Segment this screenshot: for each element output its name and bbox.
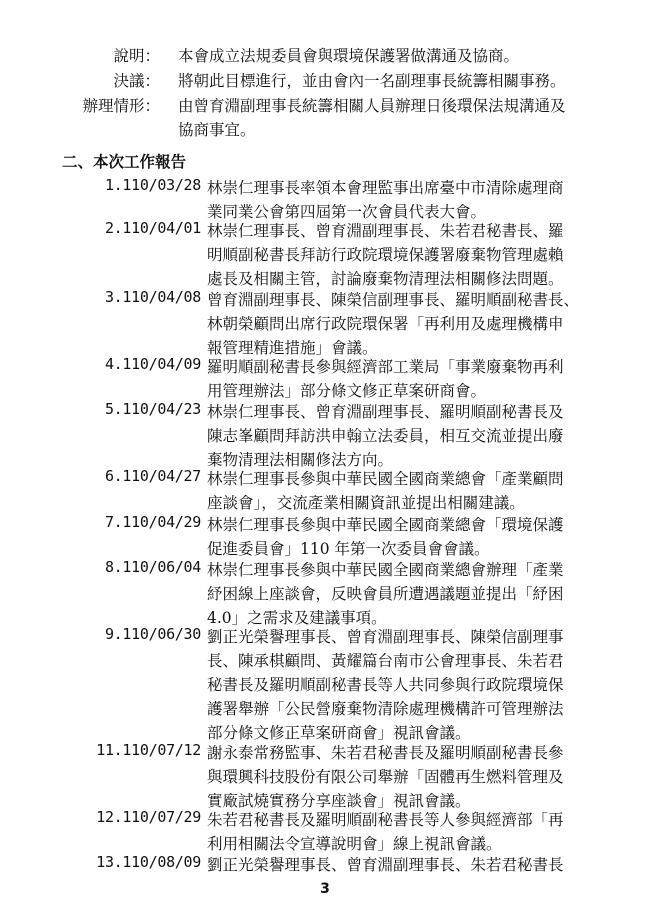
item-text-line: 謝永泰常務監事、朱若君秘書長及羅明順副秘書長參 [207, 744, 564, 762]
item-text-line: 林崇仁理事長參與中華民國全國商業總會「環境保護 [207, 516, 564, 534]
item-text-line: 劉正光榮譽理事長、曾育淵副理事長、陳榮信副理事 [207, 628, 564, 646]
item-date: 8.110/06/04 [104, 558, 201, 576]
minutes-label: 辦理情形： [82, 97, 160, 115]
item-date: 9.110/06/30 [104, 625, 201, 643]
item-text-line: 實廠試燒實務分享座談會」視訊會議。 [207, 792, 471, 810]
minutes-label: 說明： [113, 47, 160, 65]
item-text-line: 林崇仁理事長參與中華民國全國商業總會辦理「產業 [207, 561, 564, 579]
item-date: 13.110/08/09 [96, 853, 201, 871]
item-text-line: 明順副秘書長拜訪行政院環境保護署廢棄物管理處賴 [207, 246, 564, 264]
minutes-text-line: 由曾育淵副理事長統籌相關人員辦理日後環保法規溝通及 [178, 97, 566, 115]
item-text-line: 利用相關法令宣導說明會」線上視訊會議。 [207, 835, 502, 853]
item-text-line: 秘書長及羅明順副秘書長等人共同參與行政院環境保 [207, 676, 564, 694]
item-text-line: 棄物清理法相關修法方向。 [207, 451, 394, 469]
item-text-line: 4.0」之需求及建議事項。 [207, 609, 387, 627]
page-number: 3 [320, 881, 330, 897]
item-date: 5.110/04/23 [104, 400, 201, 418]
item-text-line: 林崇仁理事長率領本會理監事出席臺中市清除處理商 [207, 179, 564, 197]
item-date: 11.110/07/12 [96, 741, 201, 759]
item-text-line: 護署舉辦「公民營廢棄物清除處理機構許可管理辦法 [207, 700, 564, 718]
section-heading: 二、本次工作報告 [62, 152, 187, 171]
item-date: 7.110/04/29 [104, 513, 201, 531]
item-text-line: 長、陳承棋顧問、黃耀篇台南市公會理事長、朱若君 [207, 652, 564, 670]
item-text-line: 曾育淵副理事長、陳榮信副理事長、羅明順副秘書長、 [207, 291, 580, 309]
item-date: 12.110/07/29 [96, 808, 201, 826]
item-text-line: 處長及相關主管，討論廢棄物清理法相關修法問題。 [207, 270, 564, 288]
item-date: 4.110/04/09 [104, 355, 201, 373]
item-date: 3.110/04/08 [104, 288, 201, 306]
item-date: 1.110/03/28 [104, 176, 201, 194]
minutes-label: 決議： [113, 72, 160, 90]
item-text-line: 座談會」，交流產業相關資訊並提出相關建議。 [207, 494, 525, 512]
item-text-line: 林崇仁理事長參與中華民國全國商業總會「產業顧問 [207, 470, 564, 488]
item-text-line: 陳志峯顧問拜訪洪申翰立法委員，相互交流並提出廢 [207, 427, 564, 445]
item-text-line: 與環興科技股份有限公司舉辦「固體再生燃料管理及 [207, 768, 564, 786]
item-date: 6.110/04/27 [104, 467, 201, 485]
minutes-text-line: 將朝此目標進行，並由會內一名副理事長統籌相關事務。 [178, 72, 566, 90]
item-text-line: 劉正光榮譽理事長、曾育淵副理事長、朱若君秘書長 [207, 856, 564, 874]
item-date: 2.110/04/01 [104, 219, 201, 237]
item-text-line: 羅明順副秘書長參與經濟部工業局「事業廢棄物再利 [207, 358, 564, 376]
item-text-line: 部分條文修正草案研商會」視訊會議。 [207, 724, 471, 742]
item-text-line: 林崇仁理事長、曾育淵副理事長、羅明順副秘書長及 [207, 403, 564, 421]
item-text-line: 林朝榮顧問出席行政院環保署「再利用及處理機構申 [207, 315, 564, 333]
item-text-line: 報管理精進措施」會議。 [207, 339, 378, 357]
item-text-line: 紓困線上座談會，反映會員所遭遇議題並提出「紓困 [207, 585, 564, 603]
item-text-line: 朱若君秘書長及羅明順副秘書長等人參與經濟部「再 [207, 811, 564, 829]
minutes-text-line: 本會成立法規委員會與環境保護署做溝通及協商。 [178, 47, 520, 65]
item-text-line: 促進委員會」110 年第一次委員會會議。 [207, 540, 490, 558]
item-text-line: 業同業公會第四屆第一次會員代表大會。 [207, 203, 487, 221]
item-text-line: 林崇仁理事長、曾育淵副理事長、朱若君秘書長、羅 [207, 222, 564, 240]
minutes-text-line: 協商事宜。 [178, 121, 256, 139]
item-text-line: 用管理辦法」部分條文修正草案研商會。 [207, 382, 487, 400]
